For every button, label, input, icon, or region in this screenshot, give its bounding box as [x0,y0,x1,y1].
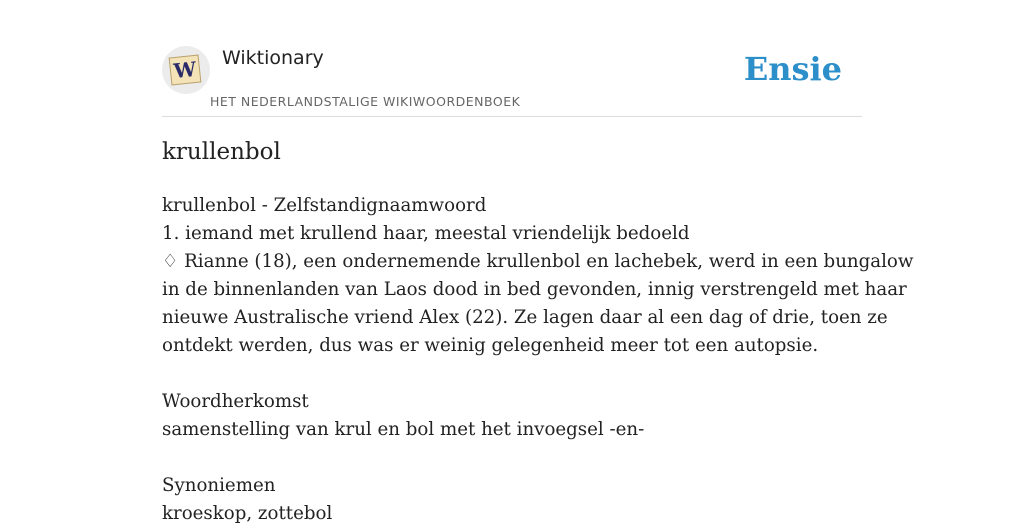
example-line: ontdekt werden, dus was er weinig gelegenheid meer tot een autopsie. [162,335,819,356]
logo-tile-icon: W [169,55,202,86]
definition: 1. iemand met krullend haar, meestal vriendelijk bedoeld [162,223,690,244]
etymology-title: Woordherkomst [162,391,309,412]
example-line: in de binnenlanden van Laos dood in bed gevonden, innig verstrengeld met haar [162,279,907,300]
entry-heading: krullenbol - Zelfstandignaamwoord [162,195,487,216]
spacer [162,360,862,388]
site-name[interactable]: Wiktionary [222,47,324,69]
site-tagline: HET NEDERLANDSTALIGE WIKIWOORDENBOEK [210,94,521,109]
example-line: nieuwe Australische vriend Alex (22). Ze lagen daar al een dag of drie, toen ze [162,307,888,328]
entry-content [162,192,914,528]
site-header [162,40,862,117]
etymology-text: samenstelling van krul en bol met het invoegsel -en- [162,419,645,440]
wiktionary-logo[interactable] [162,46,210,94]
spacer [162,444,862,472]
example-line: ♢ Rianne (18), een ondernemende krullenbol en lachebek, werd in een bungalow [162,251,914,272]
synonyms-text: kroeskop, zottebol [162,503,333,524]
ensie-brand-link[interactable]: Ensie [743,50,842,88]
page-title: krullenbol [162,139,281,165]
synonyms-title: Synoniemen [162,475,276,496]
